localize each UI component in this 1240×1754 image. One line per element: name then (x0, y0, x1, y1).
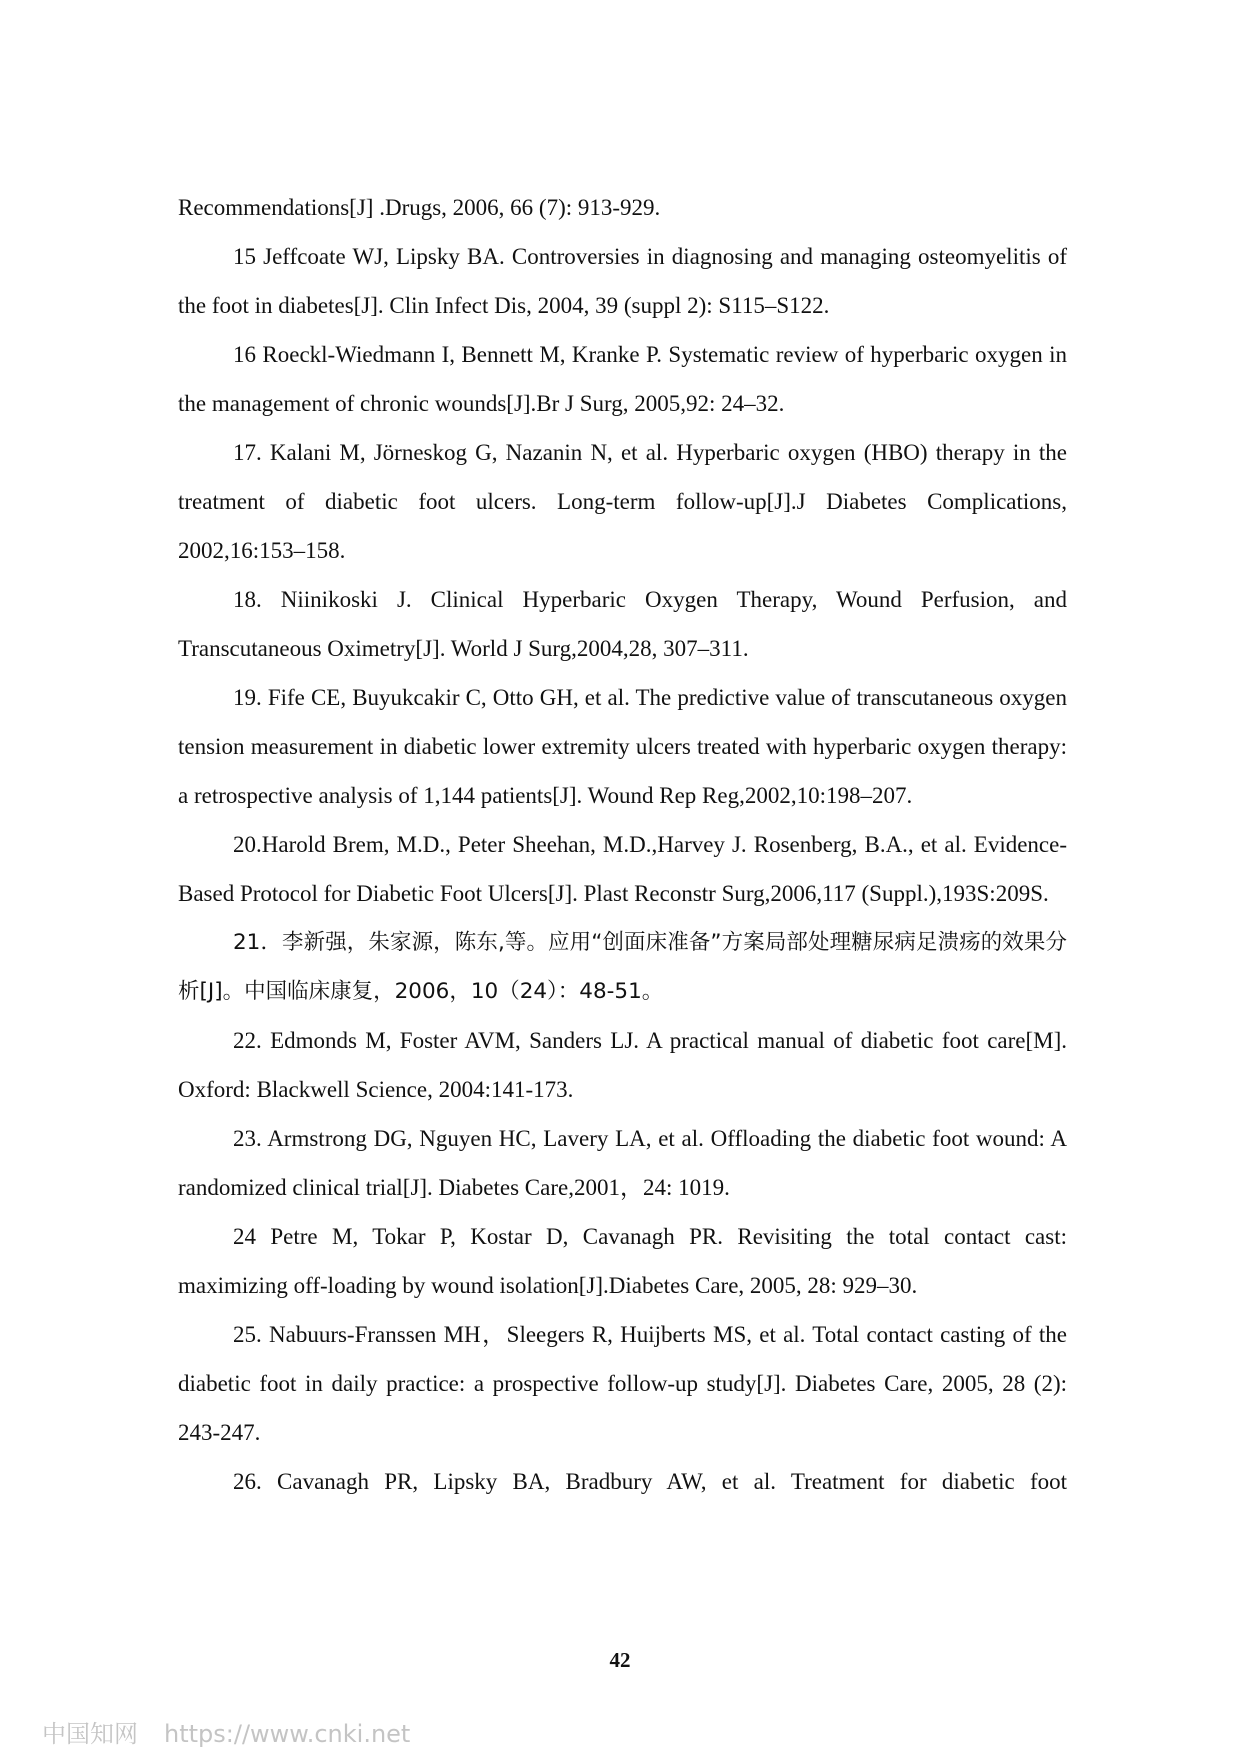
cnki-watermark (42, 1714, 410, 1749)
reference-entry: 17. Kalani M, Jörneskog G, Nazanin N, et al. Hyperbaric oxygen (HBO) therapy in the treatment of diabetic foot ulcers. Long-term follow-up[J].J Diabetes Complications, 2002,16:153–158. (178, 440, 1067, 563)
reference-entry: 22. Edmonds M, Foster AVM, Sanders LJ. A practical manual of diabetic foot care[M]. Oxford: Blackwell Science, 2004:141-173. (178, 1028, 1067, 1102)
reference-entry: 24 Petre M, Tokar P, Kostar D, Cavanagh PR. Revisiting the total contact cast: maximizing off-loading by wound isolation[J].Diabetes Care, 2005, 28: 929–30. (178, 1224, 1067, 1298)
reference-entry: 18. Niinikoski J. Clinical Hyperbaric Oxygen Therapy, Wound Perfusion, and Transcutaneous Oximetry[J]. World J Surg,2004,28, 307–311. (178, 587, 1067, 661)
watermark-site-name: 中国知网 (42, 1720, 138, 1748)
page-number: 42 (609, 1648, 631, 1672)
reference-entry: 23. Armstrong DG, Nguyen HC, Lavery LA, et al. Offloading the diabetic foot wound: A randomized clinical trial[J]. Diabetes Care,2001，24: 1019. (178, 1126, 1067, 1200)
reference-entry: 25. Nabuurs-Franssen MH，Sleegers R, Huijberts MS, et al. Total contact casting of the diabetic foot in daily practice: a prospective follow-up study[J]. Diabetes Care, 2005, 28 (2): 243-247. (178, 1322, 1067, 1445)
reference-entry-continued: 26. Cavanagh PR, Lipsky BA, Bradbury AW, et al. Treatment for diabetic foot (233, 1469, 1067, 1494)
reference-entry-chinese: 21．李新强，朱家源，陈东,等。应用“创面床准备”方案局部处理糖尿病足溃疡的效果分析[J]。中国临床康复，2006，10（24）：48-51。 (178, 930, 1067, 1004)
reference-entry: 19. Fife CE, Buyukcakir C, Otto GH, et al. The predictive value of transcutaneous oxygen tension measurement in diabetic lower extremity ulcers treated with hyperbaric oxygen therapy: a retrospective analysis of 1,144 patients[J]. Wound Rep Reg,2002,10:198–207. (178, 685, 1067, 808)
reference-entry: 16 Roeckl-Wiedmann I, Bennett M, Kranke P. Systematic review of hyperbaric oxygen in the management of chronic wounds[J].Br J Surg, 2005,92: 24–32. (178, 342, 1067, 416)
reference-entry: 20.Harold Brem, M.D., Peter Sheehan, M.D.,Harvey J. Rosenberg, B.A., et al. Evidence-Based Protocol for Diabetic Foot Ulcers[J]. Plast Reconstr Surg,2006,117 (Suppl.),193S:209S. (178, 832, 1067, 906)
reference-entry: 15 Jeffcoate WJ, Lipsky BA. Controversies in diagnosing and managing osteomyelitis of the foot in diabetes[J]. Clin Infect Dis, 2004, 39 (suppl 2): S115–S122. (178, 244, 1067, 318)
reference-list (178, 183, 1067, 1506)
reference-entry: Recommendations[J] .Drugs, 2006, 66 (7): 913-929. (178, 195, 661, 220)
watermark-url: https://www.cnki.net (164, 1720, 411, 1748)
